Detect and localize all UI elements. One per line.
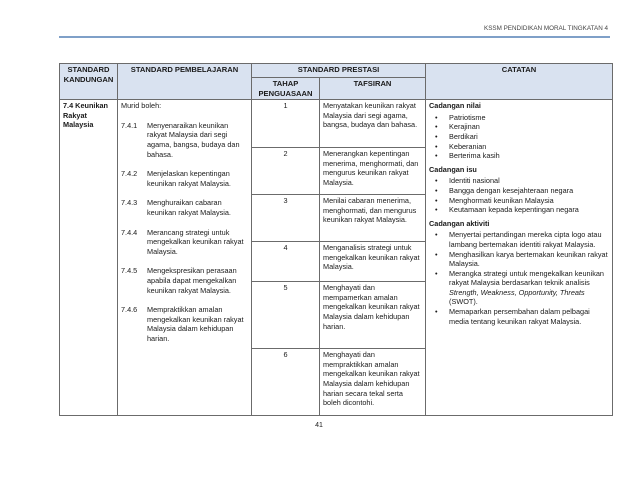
tafsiran-text: Menyatakan keunikan rakyat Malaysia dari segi agama, bangsa, budaya dan bahasa. — [320, 100, 426, 148]
pembelajaran-item — [121, 169, 248, 188]
header-standard-prestasi: STANDARD PRESTASI — [252, 64, 426, 78]
tafsiran-text: Menghayati dan mempamerkan amalan mengekalkan keunikan rakyat Malaysia dalam kehidupan harian. — [320, 282, 426, 349]
pembelajaran-item — [121, 198, 248, 217]
pembelajaran-code: 7.4.1 — [121, 120, 138, 130]
pembelajaran-text: Merancang strategi untuk mengekalkan keunikan rakyat Malaysia. — [147, 227, 244, 256]
standards-table — [59, 63, 613, 416]
standard-pembelajaran-cell — [118, 100, 252, 416]
aktiviti-item: • Menyertai pertandingan mereka cipta logo atau lambang bertemakan identiti rakyat Malaysia. — [429, 230, 609, 249]
isu-item: • Keutamaan kepada kepentingan negara — [429, 205, 609, 215]
pembelajaran-item — [121, 305, 248, 343]
aktiviti-item: • Memaparkan persembahan dalam pelbagai media tentang keunikan rakyat Malaysia. — [429, 307, 609, 326]
cadangan-nilai-heading: Cadangan nilai — [429, 101, 481, 111]
pembelajaran-code: 7.4.2 — [121, 169, 138, 179]
tahap-number: 5 — [252, 282, 320, 349]
cadangan-isu-heading: Cadangan isu — [429, 164, 477, 174]
header-rule — [59, 36, 610, 38]
header-tahap-penguasaan: TAHAP PENGUASAAN — [252, 78, 320, 100]
pembelajaran-text: Menyenaraikan keunikan rakyat Malaysia dari segi agama, bangsa, budaya dan bahasa. — [147, 120, 240, 159]
isu-item: • Identiti nasional — [429, 176, 609, 186]
pembelajaran-item — [121, 121, 248, 159]
pembelajaran-item — [121, 266, 248, 295]
nilai-item: • Patriotisme — [429, 113, 609, 123]
header-catatan: CATATAN — [426, 64, 613, 100]
pembelajaran-code: 7.4.4 — [121, 227, 138, 237]
page-number: 41 — [315, 422, 323, 429]
tahap-number: 4 — [252, 242, 320, 282]
pembelajaran-text: Mempraktikkan amalan mengekalkan keunikan rakyat Malaysia dalam kehidupan harian. — [147, 305, 244, 343]
tafsiran-text: Menganalisis strategi untuk mengekalkan keunikan rakyat Malaysia. — [320, 242, 426, 282]
nilai-list — [429, 113, 609, 161]
pembelajaran-text: Menjelaskan kepentingan keunikan rakyat Malaysia. — [147, 169, 231, 188]
catatan-cell — [426, 100, 613, 416]
tahap-row-1 — [60, 100, 613, 148]
nilai-item: • Kerajinan — [429, 122, 609, 132]
cadangan-aktiviti-heading: Cadangan aktiviti — [429, 218, 490, 228]
tafsiran-text: Menilai cabaran menerima, menghormati, dan mengurus keunikan rakyat Malaysia. — [320, 195, 426, 242]
tahap-number: 6 — [252, 349, 320, 416]
running-header: KSSM PENDIDIKAN MORAL TINGKATAN 4 — [484, 25, 608, 32]
aktiviti-item — [429, 269, 609, 307]
pembelajaran-code: 7.4.5 — [121, 266, 138, 276]
isu-item: • Menghormati keunikan Malaysia — [429, 196, 609, 206]
pembelajaran-intro: Murid boleh: — [121, 101, 162, 111]
pembelajaran-text: Menghuraikan cabaran keunikan rakyat Malaysia. — [147, 198, 231, 217]
pembelajaran-item — [121, 228, 248, 257]
isu-item: • Bangga dengan kesejahteraan negara — [429, 186, 609, 196]
tafsiran-text: Menghayati dan mempraktikkan amalan mengekalkan keunikan rakyat Malaysia dalam kehidupan harian secara tekal serta boleh dicontohi. — [320, 349, 426, 416]
header-standard-kandungan: STANDARD KANDUNGAN — [60, 64, 118, 100]
isu-list — [429, 176, 609, 214]
tahap-number: 3 — [252, 195, 320, 242]
header-tafsiran: TAFSIRAN — [320, 78, 426, 100]
nilai-item: • Berdikari — [429, 132, 609, 142]
tahap-number: 1 — [252, 100, 320, 148]
pembelajaran-code: 7.4.6 — [121, 305, 138, 315]
tahap-number: 2 — [252, 148, 320, 195]
pembelajaran-text: Mengekspresikan perasaan apabila dapat mengekalkan keunikan rakyat Malaysia. — [147, 266, 237, 295]
aktiviti-text: Merangka strategi untuk mengekalkan keunikan rakyat Malaysia berdasarkan teknik analisis — [449, 268, 604, 288]
standard-kandungan-cell: 7.4 Keunikan Rakyat Malaysia — [60, 100, 118, 416]
pembelajaran-code: 7.4.3 — [121, 198, 138, 208]
aktiviti-item: • Menghasilkan karya bertemakan keunikan rakyat Malaysia. — [429, 250, 609, 269]
nilai-item: • Berterima kasih — [429, 151, 609, 161]
aktiviti-list — [429, 230, 609, 326]
tafsiran-text: Menerangkan kepentingan menerima, menghormati, dan mengurus keunikan rakyat Malaysia. — [320, 148, 426, 195]
aktiviti-text: (SWOT). — [449, 297, 478, 307]
header-row-1 — [60, 64, 613, 78]
header-standard-pembelajaran: STANDARD PEMBELAJARAN — [118, 64, 252, 100]
nilai-item: • Keberanian — [429, 142, 609, 152]
swot-terms: Strength, Weakness, Opportunity, Threats — [449, 287, 585, 297]
